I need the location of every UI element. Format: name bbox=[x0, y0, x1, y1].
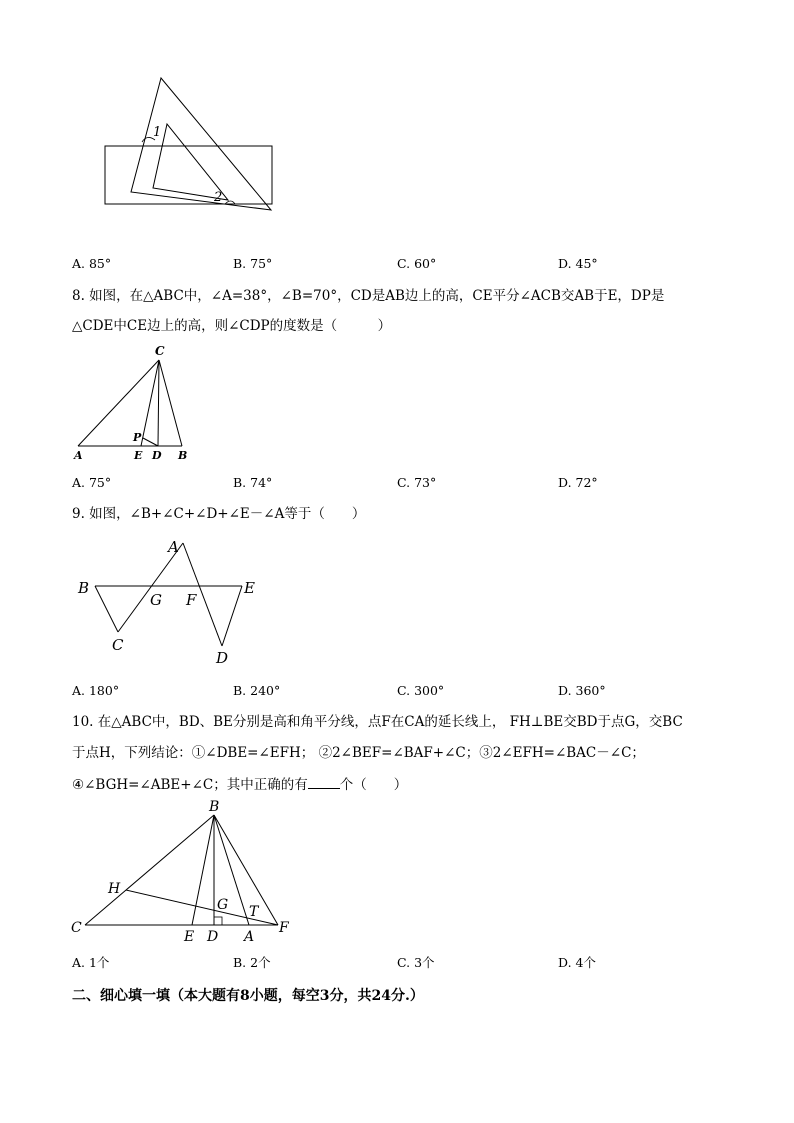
q10-stem-line3-text: ④∠BGH=∠ABE+∠C；其中正确的有 bbox=[72, 777, 308, 793]
q10-stem-line3 bbox=[72, 774, 407, 795]
q8-height-cd bbox=[158, 360, 159, 446]
q10-right-angle-mark bbox=[214, 917, 222, 925]
q7-option-a[interactable]: A. 85° bbox=[72, 256, 112, 271]
q8-stem-line2: △CDE中CE边上的高，则∠CDP的度数是（ ） bbox=[72, 318, 392, 334]
q8-option-c[interactable]: C. 73° bbox=[397, 475, 437, 490]
q7-rectangle bbox=[105, 146, 272, 204]
q9-segment-de bbox=[222, 586, 242, 646]
q9-option-b[interactable]: B. 240° bbox=[233, 683, 281, 698]
q8-bisector-ce bbox=[141, 360, 159, 446]
q7-option-d[interactable]: D. 45° bbox=[558, 256, 598, 271]
q9-label-c: C bbox=[112, 636, 124, 654]
q9-label-b: B bbox=[78, 579, 90, 597]
q10-label-c: C bbox=[71, 920, 82, 936]
q7-option-b[interactable]: B. 75° bbox=[233, 256, 273, 271]
q10-figure bbox=[68, 798, 298, 943]
q8-side-cb bbox=[159, 360, 182, 446]
q9-option-a[interactable]: A. 180° bbox=[72, 683, 120, 698]
q8-label-b: B bbox=[178, 449, 188, 462]
q10-answer-blank[interactable] bbox=[308, 774, 340, 789]
q7-label-1: 1 bbox=[153, 125, 162, 140]
q7-label-2: 2 bbox=[214, 190, 223, 205]
q10-option-c[interactable]: C. 3个 bbox=[397, 955, 435, 970]
q7-outer-triangle bbox=[131, 78, 271, 210]
q9-label-d: D bbox=[216, 649, 229, 667]
q10-stem-line2: 于点H，下列结论：①∠DBE=∠EFH； ②2∠BEF=∠BAF+∠C；③2∠EFH=∠BAC－∠C； bbox=[72, 745, 645, 761]
q8-segment-dp bbox=[143, 438, 158, 446]
q10-option-d[interactable]: D. 4个 bbox=[558, 955, 596, 970]
q10-side-bc bbox=[85, 815, 214, 925]
q10-option-a[interactable]: A. 1个 bbox=[72, 955, 110, 970]
q9-figure bbox=[72, 535, 272, 670]
q8-label-d: D bbox=[152, 449, 162, 462]
q10-label-d: D bbox=[207, 929, 219, 945]
q9-label-e: E bbox=[244, 579, 255, 597]
q9-label-a: A bbox=[168, 538, 179, 556]
q10-label-a: A bbox=[244, 929, 255, 945]
q8-stem-line1: 8. 如图，在△ABC中，∠A=38°，∠B=70°，CD是AB边上的高，CE平分∠ACB交AB于E，DP是 bbox=[72, 288, 665, 304]
q8-option-a[interactable]: A. 75° bbox=[72, 475, 112, 490]
q10-label-b: B bbox=[209, 799, 220, 815]
q10-label-t: T bbox=[249, 904, 259, 920]
q7-figure bbox=[95, 70, 285, 215]
q9-label-g: G bbox=[150, 591, 162, 609]
q10-label-e: E bbox=[184, 929, 195, 945]
q10-label-h: H bbox=[108, 881, 121, 897]
q8-label-c: C bbox=[155, 344, 165, 358]
q10-label-f: F bbox=[279, 920, 289, 936]
q9-label-f: F bbox=[186, 591, 197, 609]
q10-stem-line3-tail: 个（ ） bbox=[339, 777, 408, 793]
q9-stem-line1: 9. 如图，∠B+∠C+∠D+∠E－∠A等于（ ） bbox=[72, 506, 366, 522]
q8-label-a: A bbox=[74, 449, 83, 462]
q8-option-b[interactable]: B. 74° bbox=[233, 475, 273, 490]
q10-option-b[interactable]: B. 2个 bbox=[233, 955, 271, 970]
q9-option-d[interactable]: D. 360° bbox=[558, 683, 606, 698]
q7-inner-triangle bbox=[153, 124, 228, 200]
section2-title: 二、细心填一填（本大题有8小题，每空3分，共24分.） bbox=[72, 988, 424, 1004]
q8-figure bbox=[70, 342, 200, 462]
q9-option-c[interactable]: C. 300° bbox=[397, 683, 445, 698]
q8-option-d[interactable]: D. 72° bbox=[558, 475, 598, 490]
q8-label-e: E bbox=[134, 449, 143, 462]
q8-side-ca bbox=[78, 360, 159, 446]
q8-label-p: P bbox=[133, 431, 142, 444]
q9-segment-ca bbox=[118, 543, 183, 632]
q10-label-g: G bbox=[217, 897, 229, 913]
q7-option-c[interactable]: C. 60° bbox=[397, 256, 437, 271]
q10-stem-line1: 10. 在△ABC中，BD、BE分别是高和角平分线，点F在CA的延长线上， FH⊥BE交BD于点G，交BC bbox=[72, 714, 683, 730]
q9-segment-bc bbox=[95, 586, 118, 632]
